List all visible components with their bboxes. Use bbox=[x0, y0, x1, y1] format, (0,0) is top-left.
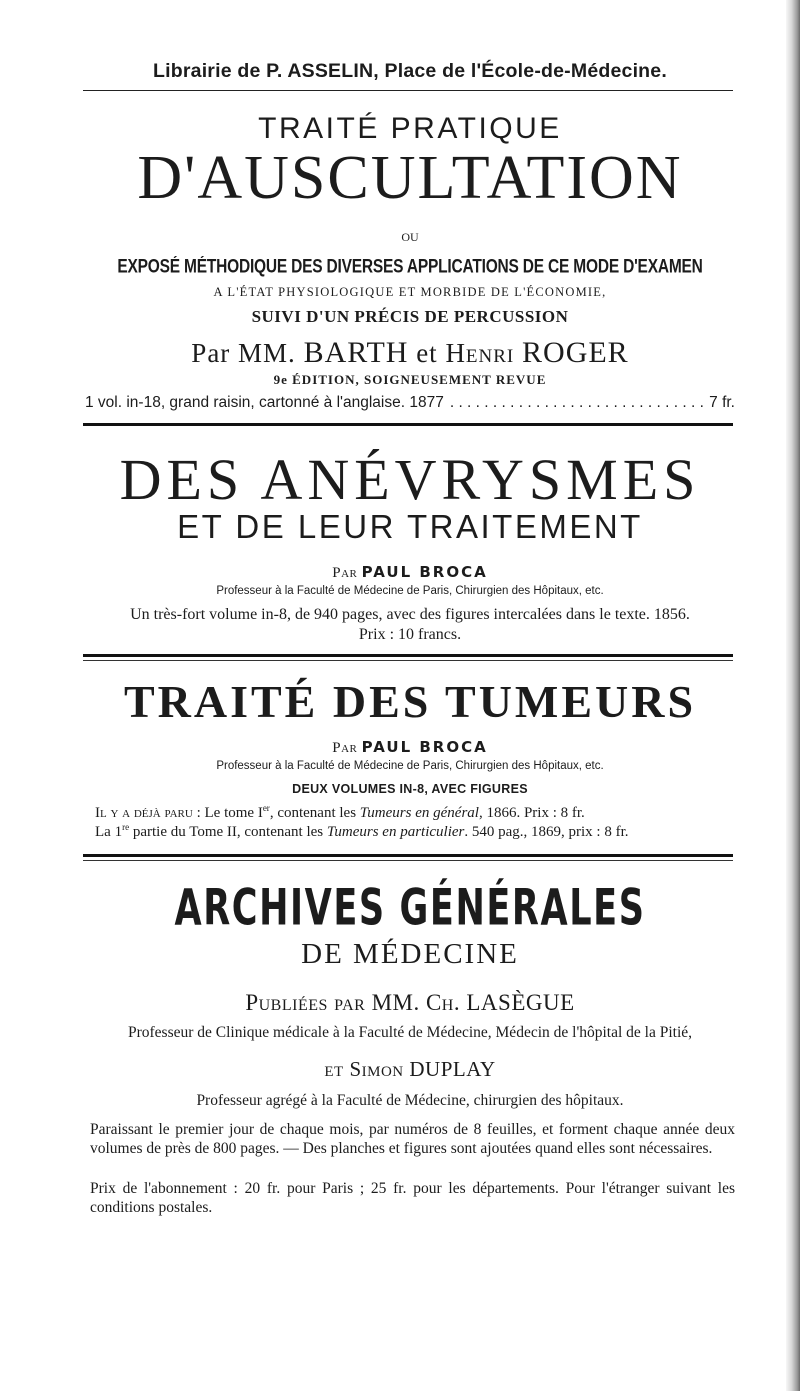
book4-et: et bbox=[324, 1057, 344, 1081]
book3-line1-sup: er bbox=[262, 803, 270, 813]
book3-line2-italic: Tumeurs en particulier bbox=[326, 824, 465, 840]
book-spine-shadow bbox=[786, 0, 800, 1391]
section-rule-2 bbox=[83, 654, 733, 657]
book2-title: DES ANÉVRYSMES bbox=[119, 447, 701, 512]
book4-editor2 bbox=[65, 1057, 755, 1082]
section-rule-1 bbox=[83, 423, 733, 426]
book4-editor2-title: Professeur agrégé à la Faculté de Médecine, chirurgien des hôpitaux. bbox=[196, 1092, 624, 1109]
book3-line2-c: . 540 pag., 1869, prix : 8 fr. bbox=[464, 824, 629, 840]
book1-author2-first: Henri bbox=[445, 338, 515, 368]
book1-title: D'AUSCULTATION bbox=[137, 144, 683, 212]
book1-volume-line bbox=[85, 394, 735, 412]
book1-pre-title: TRAITÉ PRATIQUE bbox=[258, 112, 562, 145]
book2-author-title: Professeur à la Faculté de Médecine de Paris, Chirurgien des Hôpitaux, etc. bbox=[216, 585, 604, 597]
book4-subscription: Prix de l'abonnement : 20 fr. pour Paris ; 25 fr. pour les départements. Pour l'étranger suivant les conditions postales. bbox=[90, 1180, 735, 1216]
book4-editor2-first: Simon bbox=[349, 1057, 404, 1081]
book1-authors-prefix: Par bbox=[191, 338, 231, 368]
book3-author-title: Professeur à la Faculté de Médecine de Paris, Chirurgien des Hôpitaux, etc. bbox=[216, 760, 604, 772]
book1-ou: OU bbox=[401, 230, 419, 244]
book2-author: PAUL BROCA bbox=[361, 563, 488, 581]
book2-volume-desc: Un très-fort volume in-8, de 940 pages, avec des figures intercalées dans le texte. 1856. bbox=[130, 606, 690, 623]
header-rule bbox=[83, 90, 733, 91]
book1-author1: BARTH bbox=[303, 336, 409, 369]
book1-subtitle2: A L'ÉTAT PHYSIOLOGIQUE ET MORBIDE DE L'ÉCONOMIE, bbox=[213, 285, 607, 299]
book1-price: 7 fr. bbox=[709, 394, 735, 411]
book4-published-mm: MM. bbox=[371, 990, 420, 1015]
book2-price: Prix : 10 francs. bbox=[358, 626, 462, 643]
book3-line1-italic: Tumeurs en général bbox=[359, 805, 479, 821]
book2-byline bbox=[65, 563, 755, 582]
book4-published-by bbox=[65, 990, 755, 1016]
book4-editor2-last: DUPLAY bbox=[409, 1057, 496, 1081]
book4-editor1-first: Ch. bbox=[425, 990, 461, 1015]
book4-editor1-title: Professeur de Clinique médicale à la Faculté de Médecine, Médecin de l'hôpital de la Pitié, bbox=[127, 1024, 693, 1041]
book1-authors-mm: MM. bbox=[238, 338, 296, 368]
book3-line1-c: , 1866. Prix : 8 fr. bbox=[478, 805, 585, 821]
book4-subtitle: DE MÉDECINE bbox=[301, 938, 519, 970]
book1-volume-desc: 1 vol. in-18, grand raisin, cartonné à l'anglaise. 1877 bbox=[85, 394, 444, 411]
book3-tome2-line bbox=[95, 822, 735, 841]
book1-authors-et: et bbox=[416, 338, 438, 368]
book3-volumes: DEUX VOLUMES IN-8, AVEC FIGURES bbox=[292, 782, 528, 796]
book2-subtitle: ET DE LEUR TRAITEMENT bbox=[177, 508, 643, 545]
book3-line2-a: La 1 bbox=[95, 824, 123, 840]
book1-author2-last: ROGER bbox=[522, 336, 629, 369]
book3-tome1-line bbox=[95, 803, 735, 822]
book1-subtitle: EXPOSÉ MÉTHODIQUE DES DIVERSES APPLICATIONS DE CE MODE D'EXAMEN bbox=[117, 256, 703, 278]
book4-editor1-last: LASÈGUE bbox=[466, 990, 575, 1015]
book4-published-prefix: Publiées par bbox=[245, 990, 366, 1015]
book3-line2-sup: re bbox=[122, 822, 130, 832]
publisher-header: Librairie de P. ASSELIN, Place de l'École-de-Médecine. bbox=[153, 60, 667, 82]
book3-line1-b: , contenant les bbox=[269, 805, 360, 821]
book2-by: Par bbox=[332, 565, 358, 581]
book1-subtitle3: SUIVI D'UN PRÉCIS DE PERCUSSION bbox=[251, 307, 569, 326]
section-rule-3 bbox=[83, 854, 733, 857]
book3-title: TRAITÉ DES TUMEURS bbox=[123, 676, 697, 727]
book4-title: ARCHIVES GÉNÉRALES bbox=[174, 878, 646, 937]
book4-description: Paraissant le premier jour de chaque mois, par numéros de 8 feuilles, et forment chaque année deux volumes de près de 800 pages. — Des planches et figures sont ajoutées quand elles sont nécessaires. bbox=[90, 1121, 735, 1157]
book3-by: Par bbox=[332, 740, 358, 756]
book3-author: PAUL BROCA bbox=[361, 738, 488, 756]
book3-line2-b: partie du Tome II, contenant les bbox=[129, 824, 327, 840]
book3-line1-prefix: Il y a déjà paru : bbox=[95, 805, 201, 821]
book3-line1-a: Le tome I bbox=[200, 805, 263, 821]
leader-dots bbox=[450, 394, 703, 412]
book3-byline bbox=[65, 738, 755, 757]
book1-authors bbox=[65, 336, 755, 370]
book1-edition: 9e ÉDITION, SOIGNEUSEMENT REVUE bbox=[273, 372, 547, 387]
